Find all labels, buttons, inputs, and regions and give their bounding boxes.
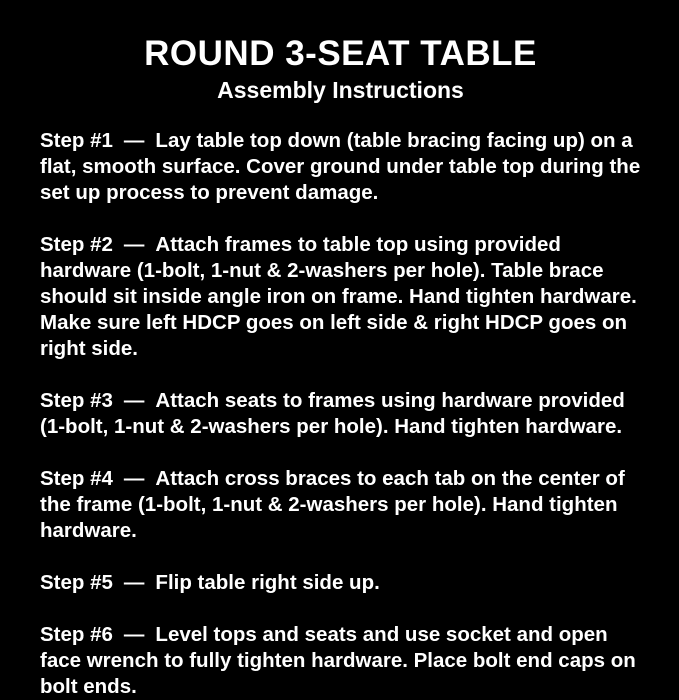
step-3 <box>40 388 641 440</box>
step-5-dash: — <box>123 571 145 595</box>
step-2-label: Step #2 <box>40 233 113 257</box>
step-5-text: Flip table right side up. <box>155 571 380 595</box>
page-title: ROUND 3-SEAT TABLE <box>144 34 537 73</box>
page-subtitle: Assembly Instructions <box>217 77 464 104</box>
step-4-label: Step #4 <box>40 467 113 491</box>
step-6-label: Step #6 <box>40 623 113 647</box>
step-3-label: Step #3 <box>40 389 113 413</box>
step-6 <box>40 622 641 700</box>
step-1-dash: — <box>123 129 145 153</box>
step-6-text: Level tops and seats and use socket and open face wrench to fully tighten hardware. Place bolt end caps on bolt ends. <box>40 623 636 699</box>
step-4 <box>40 466 641 544</box>
step-3-dash: — <box>123 389 145 413</box>
step-4-text: Attach cross braces to each tab on the center of the frame (1-bolt, 1-nut & 2-washers per hole). Hand tighten hardware. <box>40 467 625 543</box>
card-header <box>40 34 641 106</box>
step-1-label: Step #1 <box>40 129 113 153</box>
step-2 <box>40 232 641 362</box>
step-4-dash: — <box>123 467 145 491</box>
step-6-dash: — <box>123 623 145 647</box>
steps-list <box>40 128 641 700</box>
step-5 <box>40 570 641 596</box>
step-2-text: Attach frames to table top using provided hardware (1-bolt, 1-nut & 2-washers per hole). Table brace should sit inside angle iron on frame. Hand tighten hardware. Make sure left HDCP goes on left side & right HDCP goes on right side. <box>40 233 637 361</box>
step-5-label: Step #5 <box>40 571 113 595</box>
step-1-text: Lay table top down (table bracing facing up) on a flat, smooth surface. Cover ground under table top during the set up process to prevent damage. <box>40 129 641 205</box>
step-3-text: Attach seats to frames using hardware provided (1-bolt, 1-nut & 2-washers per hole). Hand tighten hardware. <box>40 389 625 439</box>
step-2-dash: — <box>123 233 145 257</box>
step-1 <box>40 128 641 206</box>
